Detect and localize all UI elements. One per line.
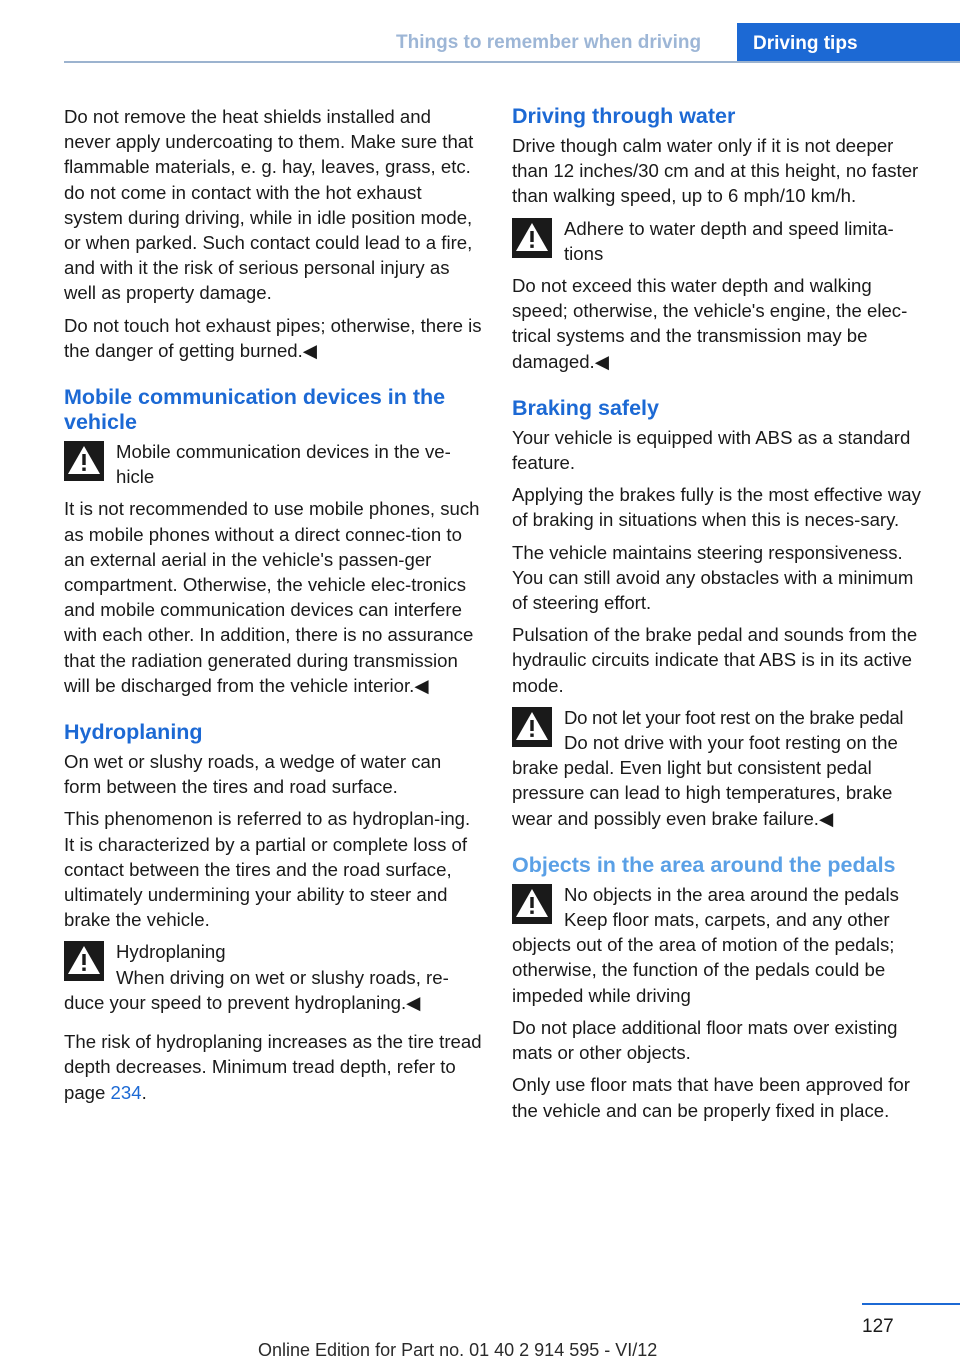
pedal-paragraph-1: Do not place additional floor mats over existing mats or other objects. (512, 1016, 898, 1064)
pedal-warning-line-2: Keep floor mats, carpets, and any other (564, 909, 890, 931)
mobile-devices-warning (64, 439, 482, 489)
footer-rule (862, 1303, 960, 1305)
hydroplaning-warning-continuation: duce your speed to prevent hydroplaning.◀ (64, 991, 421, 1013)
brake-pedal-warning (512, 705, 930, 755)
hydroplaning-heading: Hydroplaning (64, 720, 203, 745)
left-column (64, 104, 482, 1112)
mobile-devices-heading: Mobile communication devices in the vehicle (64, 385, 446, 435)
hydroplaning-paragraph-1: On wet or slushy roads, a wedge of water can form between the tires and road surface. (64, 751, 442, 798)
mobile-warning-line-2: hicle (116, 466, 155, 488)
header-chapter-label: Driving tips (753, 33, 858, 54)
warning-triangle-icon (64, 941, 104, 981)
pedal-paragraph-2: Only use floor mats that have been approved for the vehicle and can be properly fixed in place. (512, 1074, 910, 1121)
mobile-devices-paragraph: It is not recommended to use mobile phones, such as mobile phones without a direct connec‐tion to an external aerial in the vehicle's passen‐ger compartment. Otherwise, the vehicle elec‐tronics and mobile communication devices can interfere with each other. In addition, there is no assurance that the radiation generated during transmission will be discharged from the vehicle interior.◀ (64, 498, 480, 696)
brake-warning-line-1: Do not let your foot rest on the brake pedal (564, 706, 904, 728)
hydroplaning-paragraph-2: This phenomenon is referred to as hydroplan‐ing. It is characterized by a partial or complete loss of contact between the tires and the road surface, ultimately undermining your ability to steer and brake the vehicle. (64, 808, 471, 931)
heat-shields-paragraph: Do not remove the heat shields installed and never apply undercoating to them. Make sure that flammable materials, e. g. hay, leaves, grass, etc. do not come in contact with the hot exhaust system during driving, while in idle position mode, or when parked. Such contact could lead to a fire, and with it the risk of serious personal injury as well as property damage. (64, 106, 474, 304)
header-rule (64, 61, 960, 63)
braking-paragraph-2: Applying the brakes fully is the most effective way of braking in situations when this is neces‐sary. (512, 484, 921, 531)
water-warning-line-2: tions (564, 242, 604, 264)
driving-through-water-heading: Driving through water (512, 104, 736, 128)
hot-exhaust-paragraph: Do not touch hot exhaust pipes; otherwise, there is the danger of getting burned.◀ (64, 314, 482, 361)
hydroplaning-warning-line-1: Hydroplaning (116, 941, 226, 963)
page-reference-link[interactable]: 234 (110, 1081, 142, 1103)
header-chapter-tab (737, 23, 960, 63)
brake-warning-continuation: brake pedal. Even light but consistent pedal pressure can lead to high temperatures, brake wear and possibly even brake failure.◀ (512, 757, 893, 829)
brake-warning-line-2: Do not drive with your foot resting on the (564, 732, 898, 754)
braking-safely-heading: Braking safely (512, 395, 659, 420)
hydroplaning-warning-line-2: When driving on wet or slushy roads, re‐ (116, 966, 449, 988)
pedal-area-warning (512, 882, 930, 932)
warning-triangle-icon (512, 218, 552, 258)
pedal-warning-continuation: objects out of the area of motion of the pedals; otherwise, the function of the pedals could be impeded while driving (512, 934, 895, 1006)
braking-paragraph-1: Your vehicle is equipped with ABS as a standard feature. (512, 426, 911, 474)
page-number: 127 (862, 1316, 894, 1337)
tread-depth-text: The risk of hydroplaning increases as the tire tread depth decreases. Minimum tread depth, refer to page (64, 1031, 482, 1103)
hydroplaning-warning (64, 939, 482, 989)
warning-triangle-icon (64, 441, 104, 481)
water-paragraph-2: Do not exceed this water depth and walking speed; otherwise, the vehicle's engine, the elec‐trical systems and the transmission may be damaged.◀ (512, 275, 908, 372)
pedal-warning-line-1: No objects in the area around the pedals (564, 883, 899, 905)
edition-footer: Online Edition for Part no. 01 40 2 914 595 - VI/12 (258, 1340, 658, 1360)
braking-paragraph-4: Pulsation of the brake pedal and sounds from the hydraulic circuits indicate that ABS is in its active mode. (512, 624, 918, 696)
tread-depth-end: . (141, 1081, 147, 1103)
right-column (512, 104, 930, 1130)
warning-triangle-icon (512, 707, 552, 747)
pedal-area-heading: Objects in the area around the pedals (512, 852, 896, 877)
water-warning-line-1: Adhere to water depth and speed limita‐ (564, 217, 894, 239)
water-warning (512, 216, 930, 266)
water-paragraph-1: Drive though calm water only if it is not deeper than 12 inches/30 cm and at this height, no faster than walking speed, up to 6 mph/10 km/h. (512, 135, 919, 207)
mobile-warning-line-1: Mobile communication devices in the ve‐ (116, 441, 451, 463)
braking-paragraph-3: The vehicle maintains steering responsiveness. You can still avoid any obstacles with a minimum of steering effort. (512, 541, 914, 614)
header-section-title: Things to remember when driving (396, 32, 702, 53)
warning-triangle-icon (512, 884, 552, 924)
tread-depth-paragraph (64, 1029, 482, 1105)
